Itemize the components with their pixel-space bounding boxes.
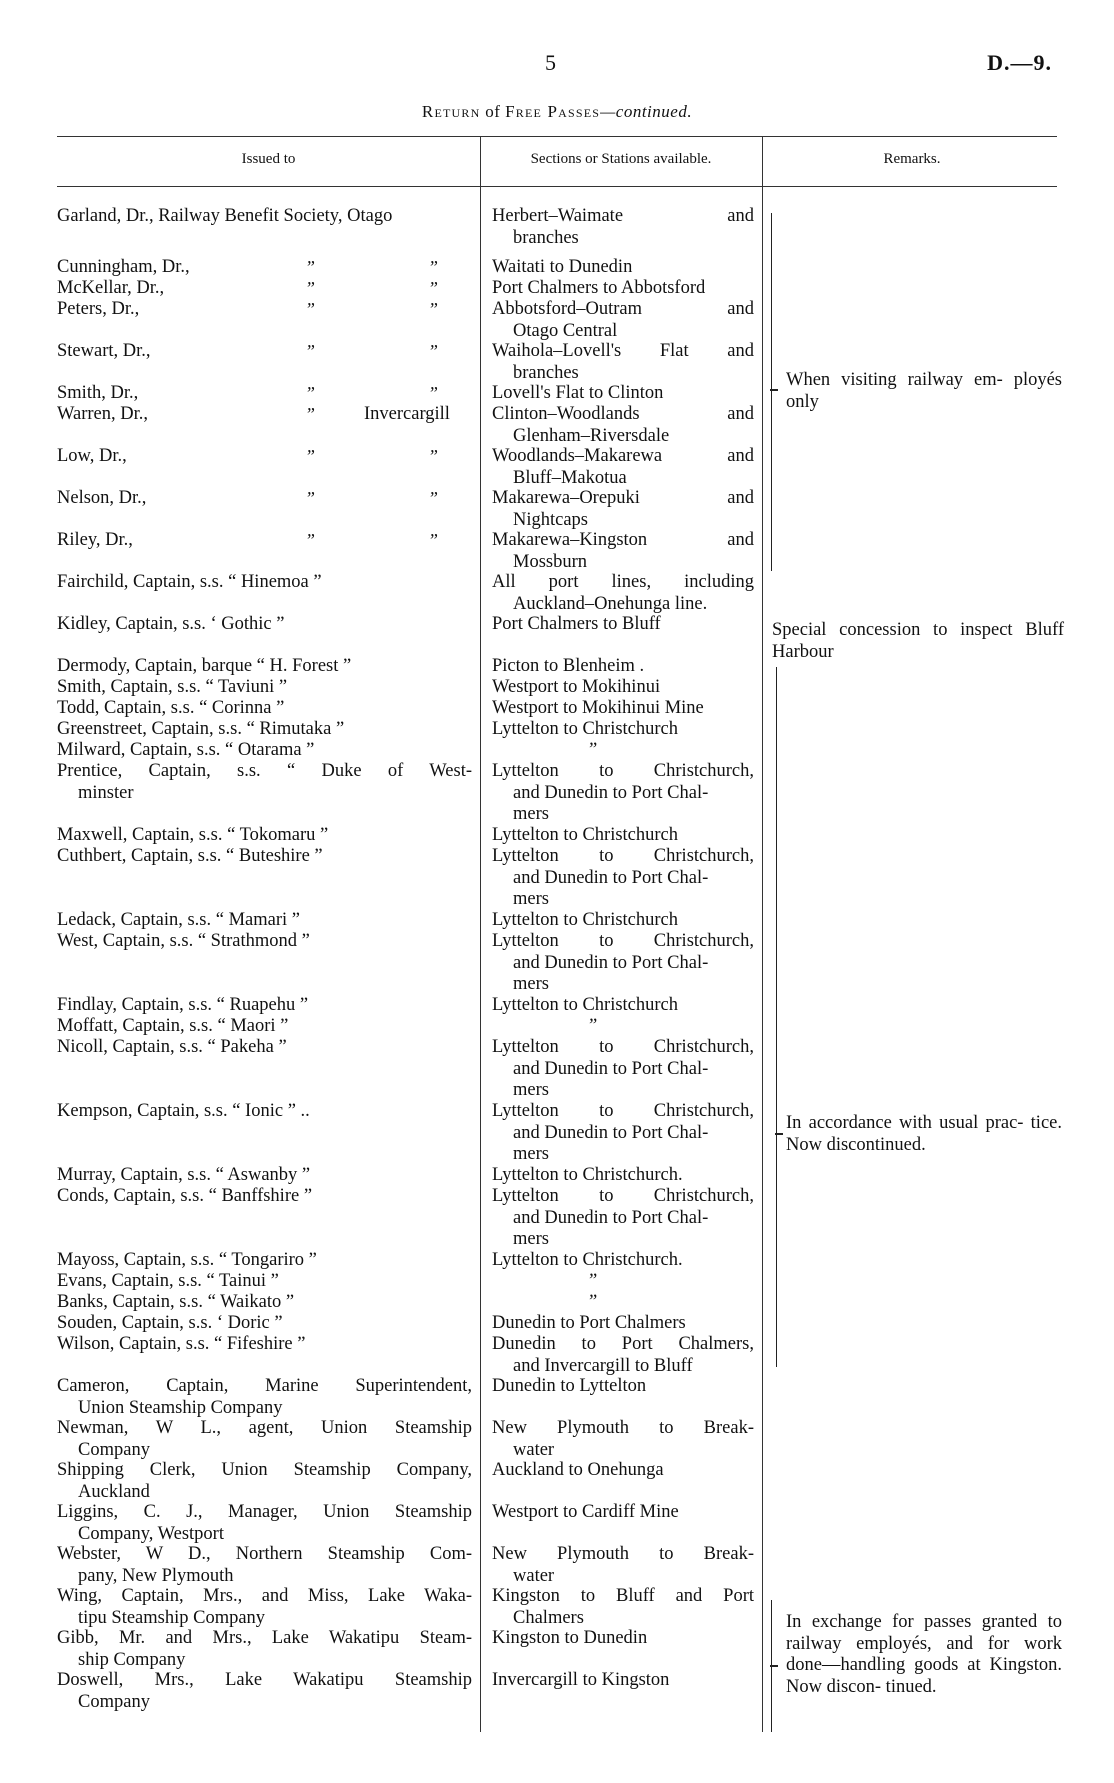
section-line: Otago Central [513,320,618,341]
table-row-sections [492,1586,754,1629]
issued-to-line: Milward, Captain, s.s. “ Otarama ” [57,740,315,760]
section-line: Dunedin to Port Chalmers [492,1313,686,1333]
section-line: ” [587,1016,598,1036]
table-row-issued-to [57,1037,472,1059]
table-row-sections [492,1502,754,1524]
issued-to-line: Kidley, Captain, s.s. ‘ Gothic ” [57,614,285,634]
issued-to-line: Findlay, Captain, s.s. “ Ruapehu ” [57,995,309,1015]
section-line: Auckland–Onehunga line. [513,593,708,614]
issued-to-line: Nicoll, Captain, s.s. “ Pakeha ” [57,1037,287,1057]
table-row-sections [492,488,754,531]
ditto-mark: ” [305,383,316,403]
issued-to-line: Smith, Dr., [57,383,139,403]
section-line: Lovell's Flat to Clinton [492,383,664,403]
ditto-mark: ” [428,278,439,298]
table-row-sections [492,341,754,384]
table-row-issued-to [57,1502,472,1545]
table-row-sections [492,530,754,573]
table-row-sections [492,910,754,932]
column-divider-1 [480,136,481,1732]
table-row-issued-to [57,1313,472,1335]
section-line: branches [513,227,579,248]
section-line: Dunedin to Port Chalmers, [492,1334,754,1354]
brace-doctors [771,213,778,571]
issued-to-line: Evans, Captain, s.s. “ Tainui ” [57,1271,279,1291]
section-line: Lyttelton to Christchurch [492,825,679,845]
section-line: Glenham–Riversdale [513,425,670,446]
section-line: mers [513,804,549,824]
table-row-issued-to [57,1544,472,1587]
section-line: Woodlands–Makarewa and [492,446,754,466]
table-row-issued-to [57,1271,472,1293]
column-divider-2 [762,136,763,1732]
table-row-issued-to [57,446,472,468]
table-row-sections [492,1670,754,1692]
table-row-sections [492,761,754,826]
section-line: Lyttelton to Christchurch. [492,1165,683,1185]
ditto-mark: ” [428,257,439,277]
section-line: mers [513,1080,549,1100]
section-line: Port Chalmers to Abbotsford [492,278,706,298]
table-row-sections [492,614,754,636]
table-row-sections [492,677,754,699]
remark-captains [786,1113,1062,1156]
section-line: Lyttelton to Christchurch, [492,1101,754,1121]
table-row-issued-to [57,1334,472,1356]
issued-to-line: Warren, Dr., [57,404,148,424]
table-row-issued-to [57,995,472,1017]
issued-to-line: Company, Westport [78,1523,224,1544]
section-line: water [513,1439,555,1460]
section-line: and Invercargill to Bluff [513,1355,693,1376]
title-part-2: of [485,102,501,121]
issued-to-line: Shipping Clerk, Union Steamship Company, [57,1460,472,1480]
issued-to-place: Invercargill [364,404,450,424]
section-line: branches [513,362,579,383]
table-row-issued-to [57,572,472,594]
section-line: All port lines, including [492,572,754,592]
section-line: Westport to Cardiff Mine [492,1502,679,1522]
section-line: Makarewa–Orepuki and [492,488,754,508]
table-row-sections [492,995,754,1017]
table-row-sections [492,383,754,405]
table-row-sections [492,1376,754,1398]
section-line: New Plymouth to Break- [492,1418,754,1438]
section-line: and Dunedin to Port Chal- [513,1207,709,1228]
table-row-sections [492,931,754,996]
table-row-sections [492,257,754,279]
table-row-issued-to [57,910,472,932]
brace-doctors-tip [770,389,778,391]
table-row-issued-to [57,299,472,321]
table-row-issued-to [57,1586,472,1629]
ditto-mark: ” [428,488,439,508]
issued-to-line: McKellar, Dr., [57,278,165,298]
section-line: Makarewa–Kingston and [492,530,754,550]
issued-to-line: Nelson, Dr., [57,488,147,508]
ditto-mark: ” [428,446,439,466]
section-line: Westport to Mokihinui Mine [492,698,704,718]
table-row-issued-to [57,761,472,804]
section-line: Auckland to Onehunga [492,1460,664,1480]
document-reference: D.—9. [987,50,1052,75]
brace-captains-tip [775,1133,783,1135]
issued-to-line: minster [78,782,134,803]
table-row-issued-to [57,614,472,636]
section-line: Nightcaps [513,509,589,530]
issued-to-line: Cameron, Captain, Marine Superintendent, [57,1376,472,1396]
issued-to-line: Stewart, Dr., [57,341,151,361]
section-line: mers [513,1229,549,1249]
table-row-sections [492,656,754,678]
ditto-mark: ” [305,278,316,298]
page-number: 5 [545,50,556,75]
issued-to-line: Webster, W D., Northern Steamship Com- [57,1544,472,1564]
ditto-mark: ” [305,299,316,319]
table-top-rule [57,136,1057,137]
issued-to-line: Cunningham, Dr., [57,257,190,277]
remark-lake [786,1612,1062,1698]
section-line: Clinton–Woodlands and [492,404,754,424]
table-row-sections [492,1628,754,1650]
table-row-issued-to [57,488,472,510]
table-row-sections [492,1186,754,1251]
remark-doctors [786,370,1062,413]
table-row-issued-to [57,206,472,228]
table-row-sections [492,1271,754,1293]
issued-to-line: Dermody, Captain, barque “ H. Forest ” [57,656,352,676]
ditto-mark: ” [305,446,316,466]
page-title [0,102,1114,122]
issued-to-line: Doswell, Mrs., Lake Wakatipu Steamship [57,1670,472,1690]
issued-to-line: Moffatt, Captain, s.s. “ Maori ” [57,1016,289,1036]
table-row-sections [492,1016,754,1038]
table-row-issued-to [57,341,472,363]
table-row-sections [492,299,754,342]
section-line: mers [513,1144,549,1164]
title-part-1: Return [421,102,481,121]
section-line: Abbotsford–Outram and [492,299,754,319]
remark-captains-text: In accordance with usual prac- tice. Now discontinued. [786,1113,1062,1155]
issued-to-line: Souden, Captain, s.s. ‘ Doric ” [57,1313,283,1333]
section-line: Dunedin to Lyttelton [492,1376,647,1396]
ditto-mark: ” [428,299,439,319]
section-line: Waihola–Lovell's Flat and [492,341,754,361]
section-line: ” [587,1271,598,1291]
section-line: Mossburn [513,551,588,572]
table-row-sections [492,1418,754,1461]
table-row-sections [492,1101,754,1166]
table-row-issued-to [57,1186,472,1208]
issued-to-line: Smith, Captain, s.s. “ Taviuni ” [57,677,288,697]
table-row-issued-to [57,1165,472,1187]
ditto-mark: ” [305,530,316,550]
ditto-mark: ” [428,341,439,361]
section-line: Port Chalmers to Bluff [492,614,661,634]
section-line: mers [513,974,549,994]
remark-lake-text: In exchange for passes granted to railway employés, and for work done—handling goods at Kingston. Now discon- tinued. [786,1612,1062,1697]
issued-to-line: Todd, Captain, s.s. “ Corinna ” [57,698,285,718]
table-row-issued-to [57,1460,472,1503]
issued-to-line: Wing, Captain, Mrs., and Miss, Lake Waka- [57,1586,472,1606]
table-row-issued-to [57,719,472,741]
table-row-sections [492,404,754,447]
issued-to-line: tipu Steamship Company [78,1607,266,1628]
section-line: Lyttelton to Christchurch, [492,761,754,781]
section-line: water [513,1565,555,1586]
issued-to-line: Murray, Captain, s.s. “ Aswanby ” [57,1165,311,1185]
section-line: Lyttelton to Christchurch [492,719,679,739]
section-line: Herbert–Waimate and [492,206,754,226]
issued-to-line: West, Captain, s.s. “ Strathmond ” [57,931,310,951]
table-row-sections [492,846,754,911]
section-line: Lyttelton to Christchurch, [492,1037,754,1057]
issued-to-line: Newman, W L., agent, Union Steamship [57,1418,472,1438]
brace-lake-tip [770,1665,778,1667]
section-line: Picton to Blenheim . [492,656,645,676]
ditto-mark: ” [305,488,316,508]
section-line: and Dunedin to Port Chal- [513,1122,709,1143]
section-line: Bluff–Makotua [513,467,627,488]
table-row-issued-to [57,1418,472,1461]
ditto-mark: ” [305,257,316,277]
header-bottom-rule [57,186,1057,187]
section-line: Lyttelton to Christchurch, [492,846,754,866]
issued-to-line: Cuthbert, Captain, s.s. “ Buteshire ” [57,846,323,866]
table-row-sections [492,1544,754,1587]
table-row-sections [492,1165,754,1187]
issued-to-line: Banks, Captain, s.s. “ Waikato ” [57,1292,295,1312]
table-row-issued-to [57,931,472,953]
table-row-issued-to [57,383,472,405]
table-row-sections [492,1250,754,1272]
issued-to-line: Low, Dr., [57,446,127,466]
table-row-sections [492,206,754,249]
issued-to-line: Riley, Dr., [57,530,133,550]
issued-to-line: Prentice, Captain, s.s. “ Duke of West- [57,761,472,781]
table-row-issued-to [57,698,472,720]
ditto-mark: ” [305,404,316,424]
ditto-mark: ” [428,383,439,403]
remark-doctors-text: When visiting railway em- ployés only [786,370,1062,412]
issued-to-line: Union Steamship Company [78,1397,283,1418]
brace-captains [776,667,783,1367]
table-row-sections [492,740,754,762]
table-row-issued-to [57,1250,472,1272]
table-row-sections [492,1037,754,1102]
issued-to-line: Company [78,1439,150,1460]
ditto-mark: ” [428,530,439,550]
column-header-remarks: Remarks. [883,151,941,167]
table-row-sections [492,1460,754,1482]
title-part-4: —continued. [600,102,693,121]
table-row-sections [492,278,754,300]
issued-to-line: Garland, Dr., Railway Benefit Society, Otago [57,206,393,226]
issued-to-line: ship Company [78,1649,186,1670]
section-line: Lyttelton to Christchurch [492,910,679,930]
issued-to-line: Greenstreet, Captain, s.s. “ Rimutaka ” [57,719,345,739]
issued-to-line: Ledack, Captain, s.s. “ Mamari ” [57,910,300,930]
issued-to-line: Gibb, Mr. and Mrs., Lake Wakatipu Steam- [57,1628,472,1648]
table-row-issued-to [57,278,472,300]
table-row-sections [492,719,754,741]
issued-to-line: Maxwell, Captain, s.s. “ Tokomaru ” [57,825,329,845]
remark-kidley [772,620,1064,663]
section-line: Kingston to Bluff and Port [492,1586,754,1606]
section-line: ” [587,1292,598,1312]
issued-to-line: Fairchild, Captain, s.s. “ Hinemoa ” [57,572,322,592]
table-row-issued-to [57,257,472,279]
table-row-sections [492,572,754,615]
table-row-sections [492,1334,754,1377]
section-line: Westport to Mokihinui [492,677,661,697]
issued-to-line: Company [78,1691,150,1712]
title-part-3: Free Passes [505,102,601,121]
section-line: and Dunedin to Port Chal- [513,782,709,803]
ditto-mark: ” [305,341,316,361]
table-row-sections [492,446,754,489]
issued-to-line: Auckland [78,1481,150,1502]
table-row-issued-to [57,1376,472,1419]
table-row-issued-to [57,1292,472,1314]
table-row-issued-to [57,740,472,762]
table-row-issued-to [57,1101,472,1123]
remark-kidley-text: Special concession to inspect Bluff Harbour [772,620,1064,662]
section-line: Chalmers [513,1607,584,1628]
table-row-issued-to [57,530,472,552]
section-line: Lyttelton to Christchurch [492,995,679,1015]
table-row-issued-to [57,656,472,678]
table-row-issued-to [57,677,472,699]
table-row-sections [492,1313,754,1335]
section-line: Waitati to Dunedin [492,257,633,277]
issued-to-line: Mayoss, Captain, s.s. “ Tongariro ” [57,1250,317,1270]
issued-to-line: Kempson, Captain, s.s. “ Ionic ” .. [57,1101,310,1121]
issued-to-line: pany, New Plymouth [78,1565,234,1586]
section-line: Lyttelton to Christchurch, [492,1186,754,1206]
column-header-issued-to: Issued to [241,151,296,167]
section-line: and Dunedin to Port Chal- [513,867,709,888]
table-row-issued-to [57,1016,472,1038]
section-line: Lyttelton to Christchurch, [492,931,754,951]
section-line: ” [587,740,598,760]
table-row-sections [492,1292,754,1314]
section-line: Lyttelton to Christchurch. [492,1250,683,1270]
section-line: and Dunedin to Port Chal- [513,952,709,973]
section-line: and Dunedin to Port Chal- [513,1058,709,1079]
table-row-sections [492,825,754,847]
table-row-issued-to [57,1670,472,1713]
table-row-issued-to [57,825,472,847]
table-row-sections [492,698,754,720]
section-line: New Plymouth to Break- [492,1544,754,1564]
section-line: mers [513,889,549,909]
section-line: Invercargill to Kingston [492,1670,670,1690]
issued-to-line: Conds, Captain, s.s. “ Banffshire ” [57,1186,313,1206]
column-header-sections: Sections or Stations available. [530,151,712,167]
issued-to-line: Wilson, Captain, s.s. “ Fifeshire ” [57,1334,306,1354]
table-row-issued-to [57,846,472,868]
issued-to-line: Liggins, C. J., Manager, Union Steamship [57,1502,472,1522]
issued-to-line: Peters, Dr., [57,299,140,319]
table-row-issued-to [57,1628,472,1671]
section-line: Kingston to Dunedin [492,1628,648,1648]
